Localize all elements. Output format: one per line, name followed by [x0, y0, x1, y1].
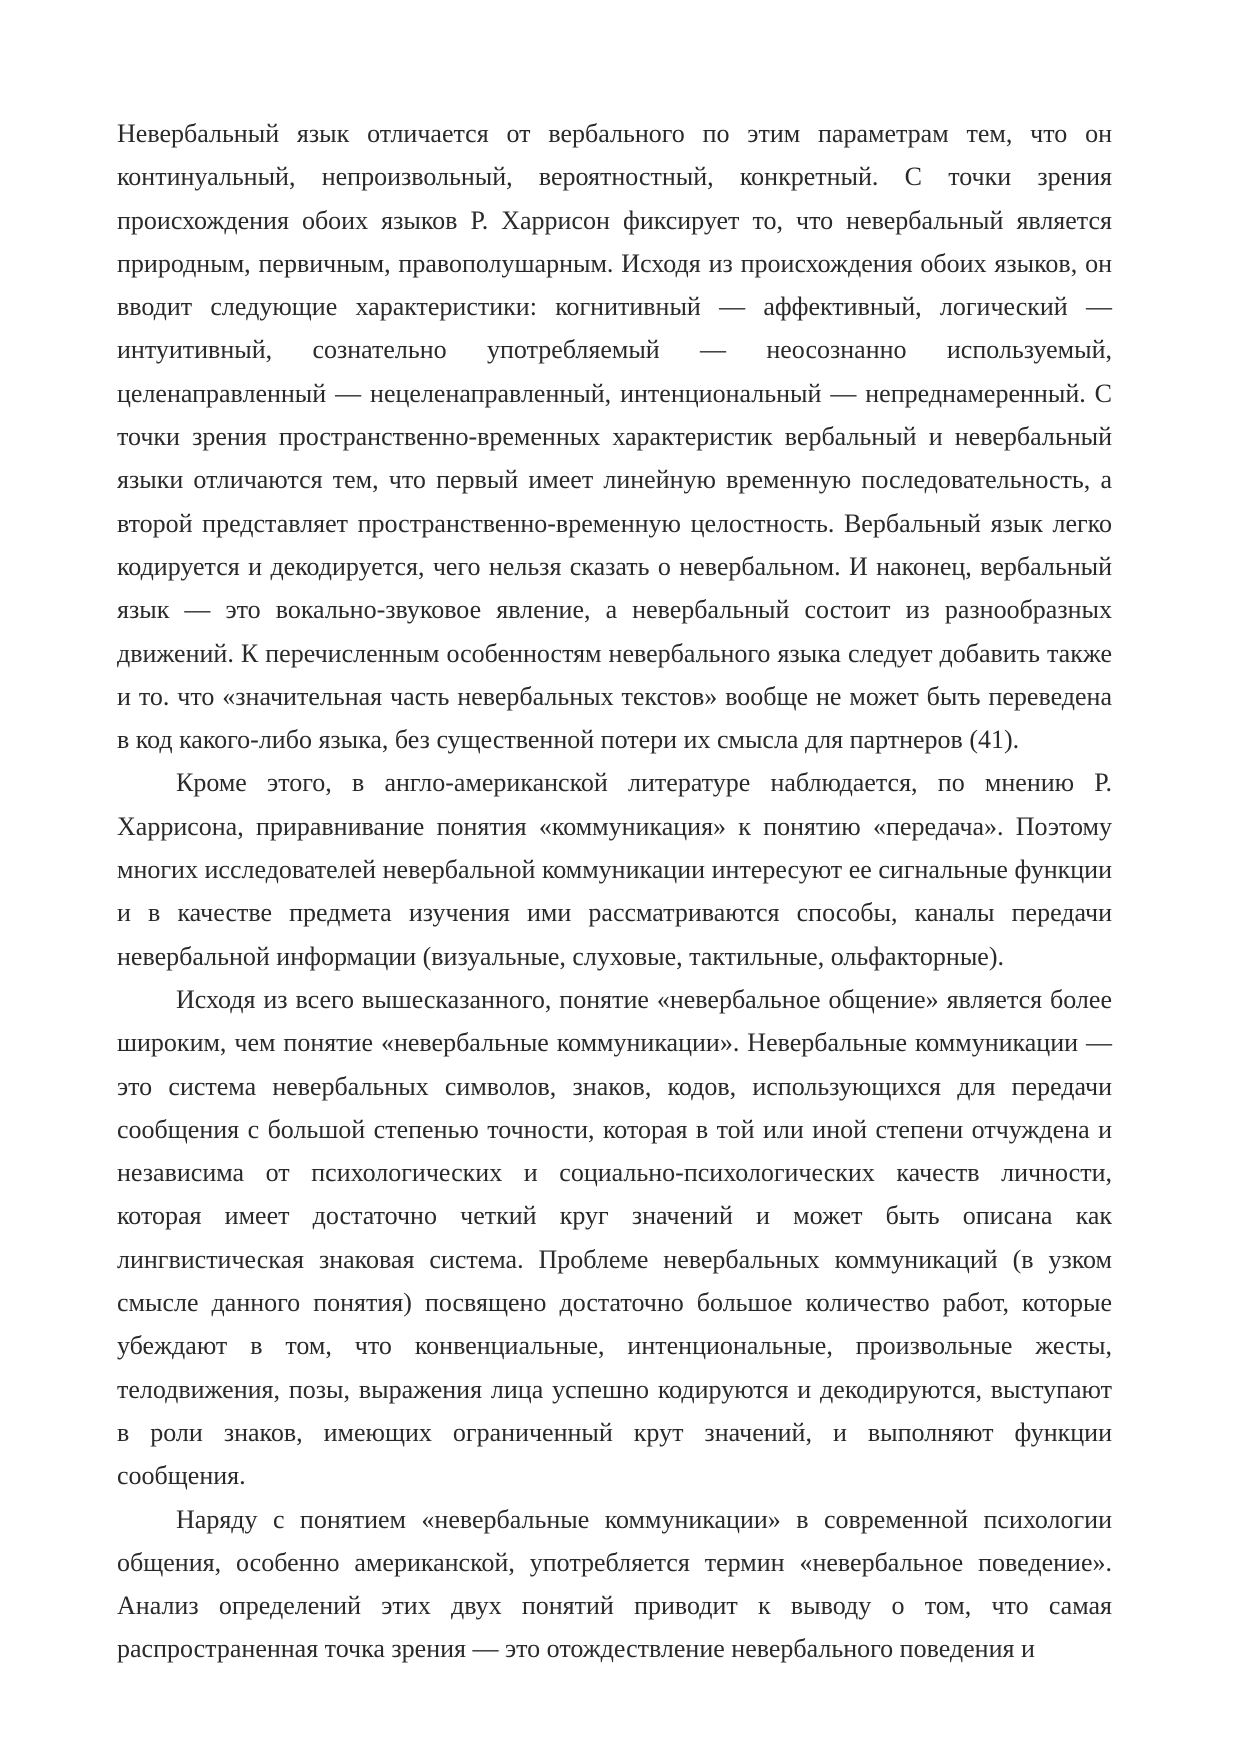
- paragraph-4: Наряду с понятием «невербальные коммуникации» в современной психологии общения, особенно американской, употребляется термин «невербальное поведение». Анализ определений этих двух понятий приводит к выводу о том, что самая распространенная точка зрения — это отождествление невербального поведения и: [117, 1504, 1112, 1664]
- body-text: [117, 112, 1112, 1671]
- paragraph-3: Исходя из всего вышесказанного, понятие «невербальное общение» является более широким, чем понятие «невербальные коммуникации». Невербальные коммуникации — это система невербальных символов, знаков, кодов, использующихся для передачи сообщения с большой степенью точности, которая в той или иной степени отчуждена и независима от психологических и социально-психологических качеств личности, которая имеет достаточно четкий круг значений и может быть описана как лингвистическая знаковая система. Проблеме невербальных коммуникаций (в узком смысле данного понятия) посвящено достаточно большое количество работ, которые убеждают в том, что конвенциальные, интенциональные, произвольные жесты, телодвижения, позы, выражения лица успешно кодируются и декодируются, выступают в роли знаков, имеющих ограниченный крут значений, и выполняют функции сообщения.: [117, 984, 1112, 1491]
- paragraph-2: Кроме этого, в англо-американской литературе наблюдается, по мнению Р. Харрисона, приравнивание понятия «коммуникация» к понятию «передача». Поэтому многих исследователей невербальной коммуникации интересуют ее сигнальные функции и в качестве предмета изучения ими рассматриваются способы, каналы передачи невербальной информации (визуальные, слуховые, тактильные, ольфакторные).: [117, 768, 1112, 971]
- paragraph-1: Невербальный язык отличается от вербального по этим параметрам тем, что он континуальный, непроизвольный, вероятностный, конкретный. С точки зрения происхождения обоих языков Р. Харрисон фиксирует то, что невербальный является природным, первичным, правополушарным. Исходя из происхождения обоих языков, он вводит следующие характеристики: когнитивный — аффективный, логический — интуитивный, сознательно употребляемый — неосознанно используемый, целенаправленный — нецеленаправленный, интенциональный — непреднамеренный. С точки зрения пространственно-временных характеристик вербальный и невербальный языки отличаются тем, что первый имеет линейную временную последовательность, а второй представляет пространственно-временную целостность. Вербальный язык легко кодируется и декодируется, чего нельзя сказать о невербальном. И наконец, вербальный язык — это вокально-звуковое явление, а невербальный состоит из разнообразных движений. К перечисленным особенностям невербального языка следует добавить также и то. что «значительная часть невербальных текстов» вообще не может быть переведена в код какого-либо языка, без существенной потери их смысла для партнеров (41).: [117, 119, 1112, 755]
